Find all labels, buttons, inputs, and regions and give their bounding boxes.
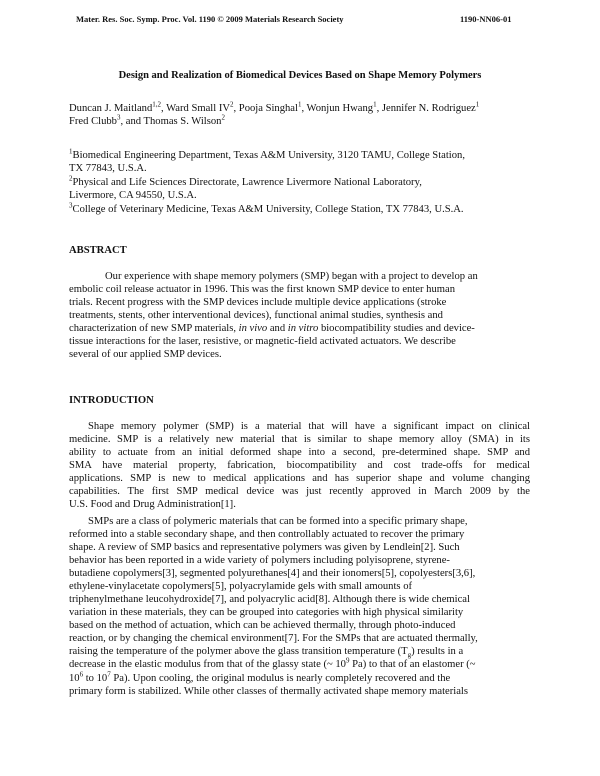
intro-p2-line: reformed into a stable secondary shape, and then controllably actuated to recover the primary bbox=[69, 529, 465, 540]
intro-p2-line: based on the method of actuation, which can be achieved thermally, through photo-induced bbox=[69, 620, 456, 631]
abstract-line: characterization of new SMP materials, in vivo and in vitro biocompatibility studies and device- bbox=[69, 323, 475, 334]
intro-p1-line: capabilities. The first SMP medical device was just recently approved in March 2009 by the bbox=[69, 486, 530, 497]
abstract-line: several of our applied SMP devices. bbox=[69, 349, 222, 360]
intro-p1-line: SMA have material property, fabrication, biocompatibility and cost trade-offs for medical bbox=[69, 460, 530, 471]
affiliation-2: $^2$Physical and Life Sciences Directorate, Lawrence Livermore National Laboratory, bbox=[69, 174, 422, 188]
author-line-2: Fred Clubb$^3$, and Thomas S. Wilson$^2$ bbox=[69, 113, 225, 127]
introduction-heading: INTRODUCTION bbox=[69, 395, 154, 406]
affiliation-1: $^1$Biomedical Engineering Department, Texas A&M University, 3120 TAMU, College Station, bbox=[69, 147, 465, 161]
intro-p2-line: ethylene-vinylacetate copolymers[5], polyacrylamide gels with small amounts of bbox=[69, 581, 413, 592]
affiliation-3: $^3$College of Veterinary Medicine, Texas A&M University, College Station, TX 77843, U.S.A. bbox=[69, 201, 464, 215]
affiliation-1-cont: TX 77843, U.S.A. bbox=[69, 163, 147, 174]
intro-p1-line: ability to actuate from an initial deformed shape into a second, pre-determined shape. SMP and bbox=[69, 447, 530, 458]
intro-p2-line: $10^6$ to $10^7$ Pa). Upon cooling, the original modulus is nearly completely recovered and the bbox=[69, 670, 451, 684]
affiliation-2-cont: Livermore, CA 94550, U.S.A. bbox=[69, 190, 197, 201]
intro-p1-line: U.S. Food and Drug Administration[1]. bbox=[69, 499, 236, 510]
abstract-line: tissue interactions for the laser, resistive, or magnetic-field activated actuators. We describe bbox=[69, 336, 456, 347]
intro-p2-line: decrease in the elastic modulus from that of the glassy state (~ $10^9$ Pa) to that of an elastomer (~ bbox=[69, 656, 476, 670]
running-header-citation: Mater. Res. Soc. Symp. Proc. Vol. 1190 © 2009 Materials Research Society bbox=[76, 14, 344, 24]
intro-p2-line: SMPs are a class of polymeric materials that can be formed into a specific primary shape, bbox=[88, 516, 468, 527]
intro-p2-line: triphenylmethane leucohydroxide[7], and polyacrylic acid[8]. Although there is wide chemical bbox=[69, 594, 470, 605]
intro-p1-line: Shape memory polymer (SMP) is a material that will have a significant impact on clinical bbox=[88, 421, 530, 432]
author-line-1: Duncan J. Maitland$^{1,2}$, Ward Small $IV^2$, Pooja Singhal$^1$, Wonjun Hwang$^1$, Jennifer N. Rodriguez$^1$ bbox=[69, 100, 480, 114]
paper-title: Design and Realization of Biomedical Devices Based on Shape Memory Polymers bbox=[118, 70, 482, 81]
intro-p2-line: shape. A review of SMP basics and representative polymers was given by Lendlein[2]. Such bbox=[69, 542, 460, 553]
intro-p1-line: applications. SMP is new to medical applications and has superior shape and volume changing bbox=[69, 473, 530, 484]
intro-p2-line: primary form is stabilized. While other classes of thermally activated shape memory materials bbox=[69, 686, 468, 697]
abstract-line: embolic coil release actuator in 1996. This was the first known SMP device to enter human bbox=[69, 284, 455, 295]
intro-p1-line: medicine. SMP is a relatively new material that is similar to shape memory alloy (SMA) in its bbox=[69, 434, 530, 445]
intro-p2-line: variation in these materials, they can be grouped into categories with high physical similarity bbox=[69, 607, 464, 618]
intro-p2-line: raising the temperature of the polymer above the glass transition temperature $(T_g)$ results in a bbox=[69, 646, 464, 660]
running-header-paper-id: 1190-NN06-01 bbox=[460, 14, 512, 24]
abstract-line: treatments, stents, other interventional devices), functional animal studies, synthesis and bbox=[69, 310, 443, 321]
intro-p2-line: behavior has been reported in a wide variety of polymers including polyisoprene, styrene- bbox=[69, 555, 450, 566]
abstract-heading: ABSTRACT bbox=[69, 245, 127, 256]
intro-p2-line: butadiene copolymers[3], segmented polyurethanes[4] and their ionomers[5], copolyesters[3,6], bbox=[69, 568, 476, 579]
intro-p2-line: reaction, or by changing the chemical environment[7]. For the SMPs that are actuated thermally, bbox=[69, 633, 478, 644]
abstract-line: Our experience with shape memory polymers (SMP) began with a project to develop an bbox=[105, 271, 478, 282]
abstract-line: trials. Recent progress with the SMP devices include multiple device applications (stroke bbox=[69, 297, 447, 308]
